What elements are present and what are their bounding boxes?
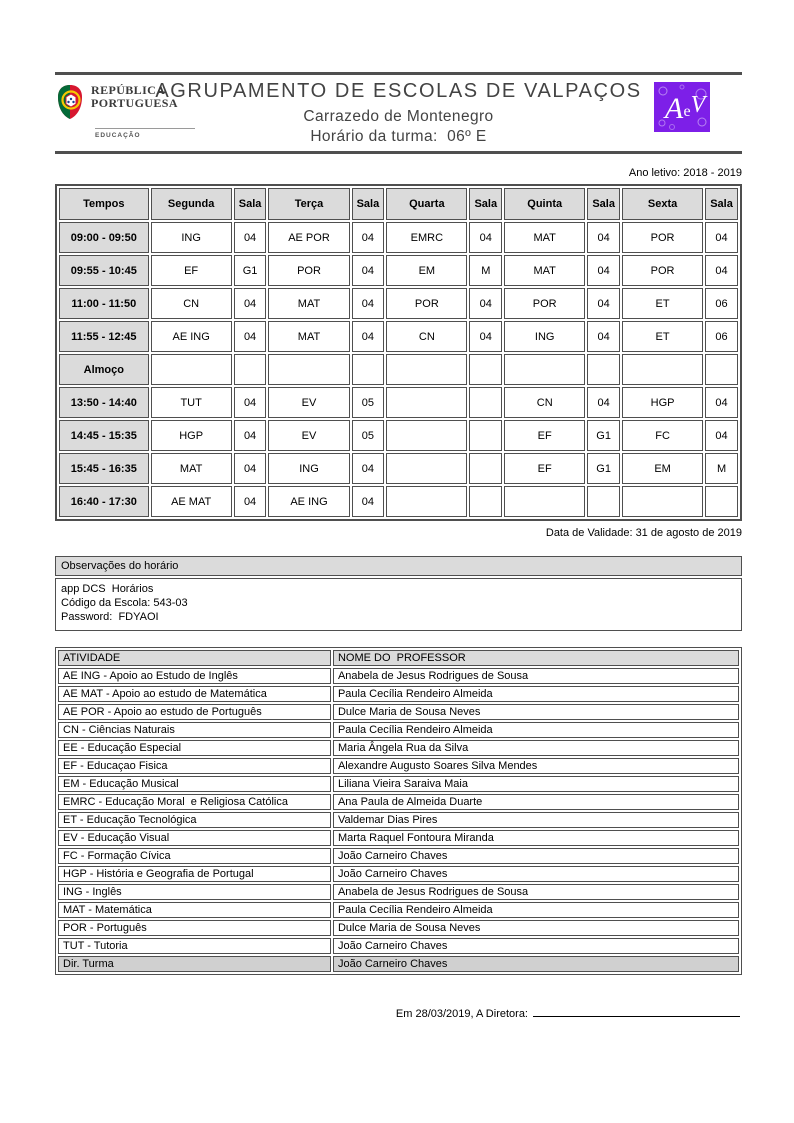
subject-cell: AE ING (268, 486, 349, 517)
column-header-professor: NOME DO PROFESSOR (333, 650, 739, 666)
subject-cell: ING (504, 321, 585, 352)
room-cell: 04 (705, 387, 738, 418)
activity-row (58, 740, 739, 756)
timetable-row (59, 453, 738, 484)
subject-cell: TUT (151, 387, 232, 418)
document-header (55, 75, 742, 151)
subject-cell: EF (504, 420, 585, 451)
room-cell (352, 354, 385, 385)
activity-cell: AE POR - Apoio ao estudo de Português (58, 704, 331, 720)
activity-cell: AE ING - Apoio ao Estudo de Inglês (58, 668, 331, 684)
timetable-row (59, 354, 738, 385)
time-cell: 14:45 - 15:35 (59, 420, 149, 451)
column-header-sala: Sala (705, 188, 738, 220)
room-cell: 04 (234, 387, 267, 418)
schedule-title: Horário da turma: 06º E (310, 128, 487, 145)
professor-cell: Anabela de Jesus Rodrigues de Sousa (333, 884, 739, 900)
room-cell: 04 (234, 288, 267, 319)
activity-cell: CN - Ciências Naturais (58, 722, 331, 738)
room-cell: 06 (705, 288, 738, 319)
header-bottom-rule (55, 151, 742, 154)
professor-cell: Dulce Maria de Sousa Neves (333, 704, 739, 720)
subject-cell: HGP (622, 387, 703, 418)
signature-block (55, 1007, 742, 1020)
school-name: AGRUPAMENTO DE ESCOLAS DE VALPAÇOS (155, 80, 642, 102)
subject-cell: ING (151, 222, 232, 253)
subject-cell: ET (622, 321, 703, 352)
room-cell (469, 453, 502, 484)
subject-cell: MAT (268, 321, 349, 352)
signature-label: Em 28/03/2019, A Diretora: (395, 1008, 528, 1020)
subject-cell: CN (151, 288, 232, 319)
room-cell: 04 (234, 420, 267, 451)
subject-cell: POR (386, 288, 467, 319)
subject-cell: MAT (504, 255, 585, 286)
subject-cell: EF (151, 255, 232, 286)
professor-cell: Dulce Maria de Sousa Neves (333, 920, 739, 936)
timetable-row (59, 486, 738, 517)
activity-row (58, 722, 739, 738)
activity-row (58, 866, 739, 882)
activity-row (58, 938, 739, 954)
room-cell: 04 (352, 255, 385, 286)
activity-row (58, 848, 739, 864)
room-cell: 04 (234, 486, 267, 517)
timetable-header-row (59, 188, 738, 220)
room-cell (587, 354, 620, 385)
room-cell: 04 (705, 222, 738, 253)
subject-cell (386, 354, 467, 385)
activity-row (58, 704, 739, 720)
room-cell (469, 387, 502, 418)
observation-line: Password: FDYAOI (61, 611, 159, 623)
professor-cell: Ana Paula de Almeida Duarte (333, 794, 739, 810)
room-cell: 04 (587, 387, 620, 418)
subject-cell: AE MAT (151, 486, 232, 517)
timetable-row (59, 288, 738, 319)
room-cell (469, 486, 502, 517)
subject-cell: AE POR (268, 222, 349, 253)
activity-row (58, 776, 739, 792)
timetable-row (59, 420, 738, 451)
activity-row (58, 794, 739, 810)
column-header-day: Terça (268, 188, 349, 220)
room-cell: 04 (587, 288, 620, 319)
column-header-sala: Sala (469, 188, 502, 220)
activity-row (58, 830, 739, 846)
room-cell (234, 354, 267, 385)
activity-cell: HGP - História e Geografia de Portugal (58, 866, 331, 882)
activity-row (58, 956, 739, 972)
subject-cell (504, 354, 585, 385)
professor-cell: Paula Cecília Rendeiro Almeida (333, 722, 739, 738)
activity-row (58, 902, 739, 918)
time-cell: 09:55 - 10:45 (59, 255, 149, 286)
activity-cell: EF - Educaçao Fisica (58, 758, 331, 774)
room-cell: 04 (352, 321, 385, 352)
observations-title: Observações do horário (55, 556, 742, 576)
subject-cell: ING (268, 453, 349, 484)
activity-cell: ING - Inglês (58, 884, 331, 900)
activity-row (58, 920, 739, 936)
svg-text:A: A (664, 92, 684, 125)
room-cell: M (705, 453, 738, 484)
signature-line (533, 1007, 740, 1017)
activity-row (58, 884, 739, 900)
room-cell: 04 (352, 222, 385, 253)
room-cell: 04 (587, 321, 620, 352)
validity-label: Data de Validade: 31 de agosto de 2019 (545, 527, 742, 539)
portugal-emblem-icon (57, 84, 83, 125)
subject-cell: POR (268, 255, 349, 286)
time-cell: 09:00 - 09:50 (59, 222, 149, 253)
subject-cell (386, 453, 467, 484)
subject-cell (504, 486, 585, 517)
activities-table (55, 647, 742, 975)
svg-text:e: e (683, 103, 691, 120)
school-year-label: Ano letivo: 2018 - 2019 (628, 167, 742, 179)
room-cell: G1 (234, 255, 267, 286)
subject-cell (386, 387, 467, 418)
activity-row (58, 686, 739, 702)
timetable-row (59, 387, 738, 418)
room-cell: 04 (352, 453, 385, 484)
subject-cell: AE ING (151, 321, 232, 352)
column-header-sala: Sala (587, 188, 620, 220)
time-cell: 15:45 - 16:35 (59, 453, 149, 484)
subject-cell: HGP (151, 420, 232, 451)
room-cell: G1 (587, 453, 620, 484)
activity-cell: EMRC - Educação Moral e Religiosa Católica (58, 794, 331, 810)
room-cell: 04 (234, 222, 267, 253)
room-cell: 04 (469, 222, 502, 253)
room-cell: 04 (587, 222, 620, 253)
room-cell (705, 354, 738, 385)
time-cell: Almoço (59, 354, 149, 385)
time-cell: 16:40 - 17:30 (59, 486, 149, 517)
gov-logo-subtitle: EDUCAÇÃO (95, 132, 141, 139)
column-header-sala: Sala (234, 188, 267, 220)
subject-cell: EM (622, 453, 703, 484)
timetable-row (59, 321, 738, 352)
room-cell: 04 (234, 453, 267, 484)
column-header-sala: Sala (352, 188, 385, 220)
subject-cell: EMRC (386, 222, 467, 253)
subject-cell: EV (268, 420, 349, 451)
professor-cell: Valdemar Dias Pires (333, 812, 739, 828)
gov-logo-divider (95, 128, 195, 129)
room-cell (705, 486, 738, 517)
professor-cell: João Carneiro Chaves (333, 848, 739, 864)
room-cell: 05 (352, 387, 385, 418)
column-header-day: Quarta (386, 188, 467, 220)
room-cell: 04 (587, 255, 620, 286)
subject-cell: POR (622, 255, 703, 286)
subject-cell: EV (268, 387, 349, 418)
column-header-day: Segunda (151, 188, 232, 220)
activity-cell: ET - Educação Tecnológica (58, 812, 331, 828)
activity-row (58, 758, 739, 774)
activity-cell: EV - Educação Visual (58, 830, 331, 846)
activity-cell: AE MAT - Apoio ao estudo de Matemática (58, 686, 331, 702)
professor-cell: Paula Cecília Rendeiro Almeida (333, 686, 739, 702)
room-cell: 04 (705, 420, 738, 451)
activity-cell: EM - Educação Musical (58, 776, 331, 792)
column-header-day: Sexta (622, 188, 703, 220)
subject-cell: MAT (504, 222, 585, 253)
professor-cell: Marta Raquel Fontoura Miranda (333, 830, 739, 846)
subject-cell: MAT (151, 453, 232, 484)
activity-row (58, 668, 739, 684)
time-cell: 11:55 - 12:45 (59, 321, 149, 352)
time-cell: 11:00 - 11:50 (59, 288, 149, 319)
subject-cell: CN (386, 321, 467, 352)
subject-cell (268, 354, 349, 385)
room-cell: G1 (587, 420, 620, 451)
observations-section (55, 556, 742, 631)
gov-logo-line2: PORTUGUESA (91, 96, 178, 110)
observation-line: app DCS Horários (61, 583, 154, 595)
professor-cell: Alexandre Augusto Soares Silva Mendes (333, 758, 739, 774)
school-location: Carrazedo de Montenegro (303, 108, 494, 125)
subject-cell: ET (622, 288, 703, 319)
activity-cell: Dir. Turma (58, 956, 331, 972)
professor-cell: João Carneiro Chaves (333, 866, 739, 882)
subject-cell: POR (504, 288, 585, 319)
professor-cell: Liliana Vieira Saraiva Maia (333, 776, 739, 792)
room-cell: M (469, 255, 502, 286)
subject-cell (622, 354, 703, 385)
activity-cell: FC - Formação Cívica (58, 848, 331, 864)
room-cell: 04 (469, 321, 502, 352)
room-cell (587, 486, 620, 517)
column-header-atividade: ATIVIDADE (58, 650, 331, 666)
timetable (55, 184, 742, 521)
activity-cell: MAT - Matemática (58, 902, 331, 918)
professor-cell: Anabela de Jesus Rodrigues de Sousa (333, 668, 739, 684)
activity-row (58, 812, 739, 828)
svg-text:V: V (690, 92, 706, 118)
activity-cell: POR - Português (58, 920, 331, 936)
column-header-day: Quinta (504, 188, 585, 220)
timetable-row (59, 222, 738, 253)
republica-portuguesa-logo (57, 84, 195, 139)
subject-cell (622, 486, 703, 517)
room-cell: 06 (705, 321, 738, 352)
activities-header-row (58, 650, 739, 666)
professor-cell: Maria Ângela Rua da Silva (333, 740, 739, 756)
subject-cell: POR (622, 222, 703, 253)
subject-cell: EF (504, 453, 585, 484)
room-cell (469, 354, 502, 385)
subject-cell (151, 354, 232, 385)
timetable-row (59, 255, 738, 286)
activity-cell: EE - Educação Especial (58, 740, 331, 756)
room-cell: 04 (234, 321, 267, 352)
room-cell: 04 (705, 255, 738, 286)
professor-cell: João Carneiro Chaves (333, 938, 739, 954)
room-cell: 04 (352, 288, 385, 319)
document-content (55, 0, 742, 1020)
room-cell (469, 420, 502, 451)
subject-cell: FC (622, 420, 703, 451)
room-cell: 04 (469, 288, 502, 319)
observations-body (55, 578, 742, 631)
time-cell: 13:50 - 14:40 (59, 387, 149, 418)
subject-cell: CN (504, 387, 585, 418)
subject-cell: EM (386, 255, 467, 286)
room-cell: 05 (352, 420, 385, 451)
subject-cell (386, 420, 467, 451)
subject-cell: MAT (268, 288, 349, 319)
room-cell: 04 (352, 486, 385, 517)
school-crest-logo (654, 82, 710, 132)
gov-logo-line1: REPÚBLICA (91, 83, 166, 97)
subject-cell (386, 486, 467, 517)
professor-cell: Paula Cecília Rendeiro Almeida (333, 902, 739, 918)
activity-cell: TUT - Tutoria (58, 938, 331, 954)
professor-cell: João Carneiro Chaves (333, 956, 739, 972)
observation-line: Código da Escola: 543-03 (61, 597, 188, 609)
column-header-tempos: Tempos (59, 188, 149, 220)
